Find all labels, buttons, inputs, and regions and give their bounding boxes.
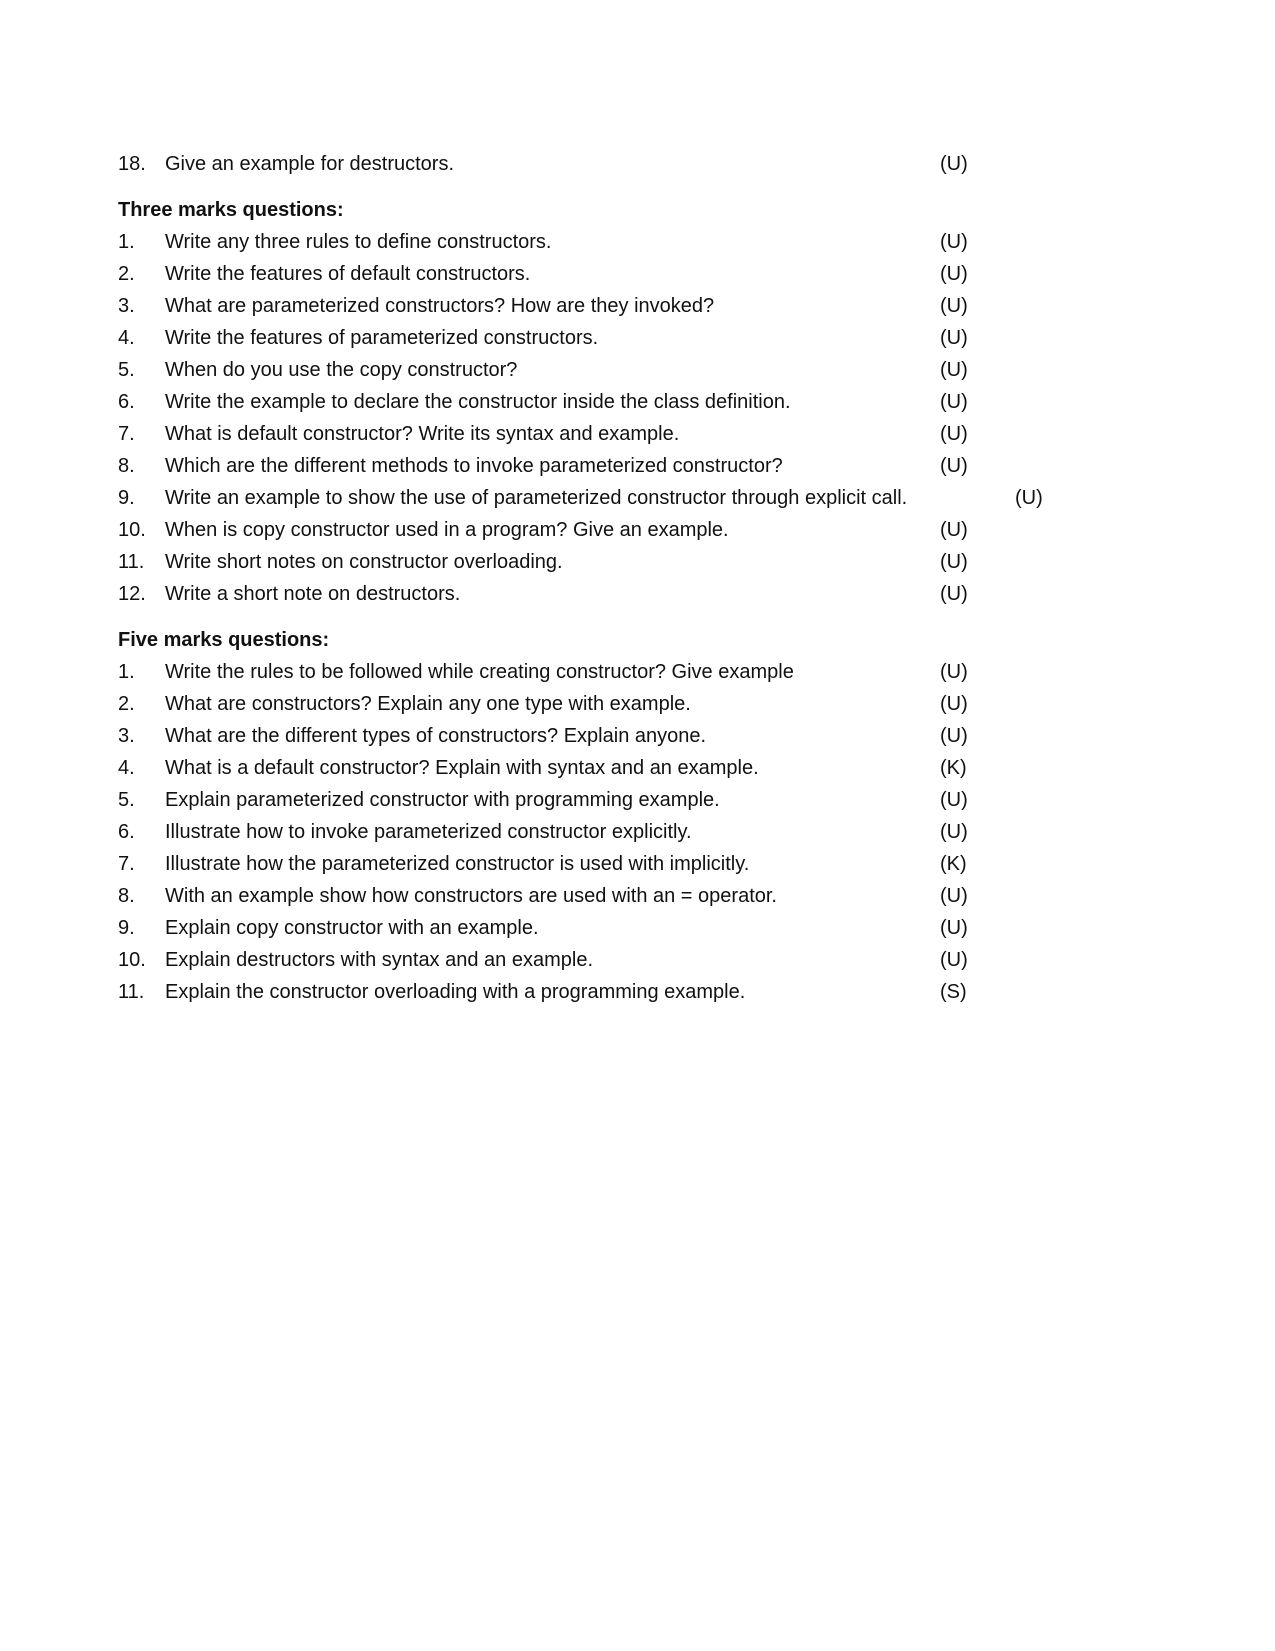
- question-item: [118, 944, 1078, 976]
- question-item: [118, 148, 1078, 180]
- question-item: [118, 418, 1078, 450]
- section-heading-five-marks: Five marks questions:: [118, 629, 330, 651]
- question-level-tag: (U): [940, 725, 968, 747]
- question-text: Write the features of default constructors.: [165, 263, 531, 285]
- question-number: 10.: [118, 949, 146, 971]
- question-level-tag: (U): [940, 821, 968, 843]
- question-text: Explain copy constructor with an example.: [165, 917, 539, 939]
- question-number: 3.: [118, 725, 135, 747]
- question-text: Write short notes on constructor overloading.: [165, 551, 563, 573]
- question-item: [118, 578, 1078, 610]
- question-item: [118, 816, 1078, 848]
- question-number: 2.: [118, 693, 135, 715]
- question-number: 8.: [118, 455, 135, 477]
- question-level-tag: (S): [940, 981, 967, 1003]
- question-item: [118, 912, 1078, 944]
- question-text: Explain destructors with syntax and an example.: [165, 949, 593, 971]
- question-number: 6.: [118, 821, 135, 843]
- question-text: When is copy constructor used in a program? Give an example.: [165, 519, 729, 541]
- question-number: 11.: [118, 551, 145, 573]
- question-number: 9.: [118, 917, 135, 939]
- question-text: What are constructors? Explain any one type with example.: [165, 693, 691, 715]
- question-level-tag: (U): [940, 551, 968, 573]
- question-text: Explain the constructor overloading with a programming example.: [165, 981, 746, 1003]
- question-level-tag: (K): [940, 853, 967, 875]
- question-text: Write an example to show the use of parameterized constructor through explicit call.: [165, 487, 908, 509]
- question-level-tag: (K): [940, 757, 967, 779]
- question-level-tag: (U): [940, 789, 968, 811]
- question-number: 5.: [118, 789, 135, 811]
- question-item: [118, 322, 1078, 354]
- question-number: 1.: [118, 661, 135, 683]
- question-text: Write the rules to be followed while creating constructor? Give example: [165, 661, 794, 683]
- question-list: [118, 148, 1078, 1008]
- question-item: [118, 688, 1078, 720]
- question-number: 18.: [118, 153, 146, 175]
- question-text: What are parameterized constructors? How are they invoked?: [165, 295, 715, 317]
- question-text: With an example show how constructors are used with an = operator.: [165, 885, 777, 907]
- question-level-tag: (U): [940, 359, 968, 381]
- question-item: [118, 752, 1078, 784]
- question-item: [118, 848, 1078, 880]
- question-number: 9.: [118, 487, 135, 509]
- question-number: 4.: [118, 327, 135, 349]
- question-item: [118, 514, 1078, 546]
- question-text: Write a short note on destructors.: [165, 583, 461, 605]
- question-level-tag: (U): [940, 327, 968, 349]
- question-number: 4.: [118, 757, 135, 779]
- question-text: Write any three rules to define constructors.: [165, 231, 552, 253]
- question-level-tag: (U): [940, 263, 968, 285]
- question-text: Write the features of parameterized constructors.: [165, 327, 599, 349]
- question-text: When do you use the copy constructor?: [165, 359, 518, 381]
- question-item: [118, 482, 1078, 514]
- question-text: Write the example to declare the constructor inside the class definition.: [165, 391, 791, 413]
- question-level-tag: (U): [940, 693, 968, 715]
- question-level-tag: (U): [940, 295, 968, 317]
- question-level-tag: (U): [940, 661, 968, 683]
- question-item: [118, 258, 1078, 290]
- question-text: What are the different types of constructors? Explain anyone.: [165, 725, 707, 747]
- question-text: Which are the different methods to invoke parameterized constructor?: [165, 455, 783, 477]
- question-item: [118, 784, 1078, 816]
- question-level-tag: (U): [940, 583, 968, 605]
- question-level-tag: (U): [940, 153, 968, 175]
- question-item: [118, 656, 1078, 688]
- section-heading-three-marks: Three marks questions:: [118, 199, 344, 221]
- question-text: Illustrate how the parameterized constructor is used with implicitly.: [165, 853, 750, 875]
- question-level-tag: (U): [940, 423, 968, 445]
- question-item: [118, 450, 1078, 482]
- three-marks-list: [118, 226, 1078, 610]
- question-item: [118, 386, 1078, 418]
- five-marks-list: [118, 656, 1078, 1008]
- question-number: 10.: [118, 519, 146, 541]
- question-number: 11.: [118, 981, 145, 1003]
- question-item: [118, 290, 1078, 322]
- question-item: [118, 880, 1078, 912]
- question-item: [118, 546, 1078, 578]
- question-level-tag: (U): [940, 455, 968, 477]
- question-text: Explain parameterized constructor with programming example.: [165, 789, 720, 811]
- question-item: [118, 720, 1078, 752]
- question-item: [118, 226, 1078, 258]
- question-number: 3.: [118, 295, 135, 317]
- question-text: Give an example for destructors.: [165, 153, 455, 175]
- question-number: 2.: [118, 263, 135, 285]
- question-item: [118, 354, 1078, 386]
- question-number: 7.: [118, 853, 135, 875]
- question-level-tag: (U): [940, 231, 968, 253]
- question-number: 5.: [118, 359, 135, 381]
- question-level-tag: (U): [940, 885, 968, 907]
- question-text: What is a default constructor? Explain with syntax and an example.: [165, 757, 759, 779]
- question-level-tag: (U): [1015, 487, 1043, 509]
- question-number: 7.: [118, 423, 135, 445]
- question-number: 8.: [118, 885, 135, 907]
- question-level-tag: (U): [940, 917, 968, 939]
- question-number: 6.: [118, 391, 135, 413]
- question-text: Illustrate how to invoke parameterized constructor explicitly.: [165, 821, 692, 843]
- question-number: 12.: [118, 583, 146, 605]
- question-item: [118, 976, 1078, 1008]
- question-number: 1.: [118, 231, 135, 253]
- question-level-tag: (U): [940, 949, 968, 971]
- question-level-tag: (U): [940, 519, 968, 541]
- question-text: What is default constructor? Write its syntax and example.: [165, 423, 680, 445]
- question-level-tag: (U): [940, 391, 968, 413]
